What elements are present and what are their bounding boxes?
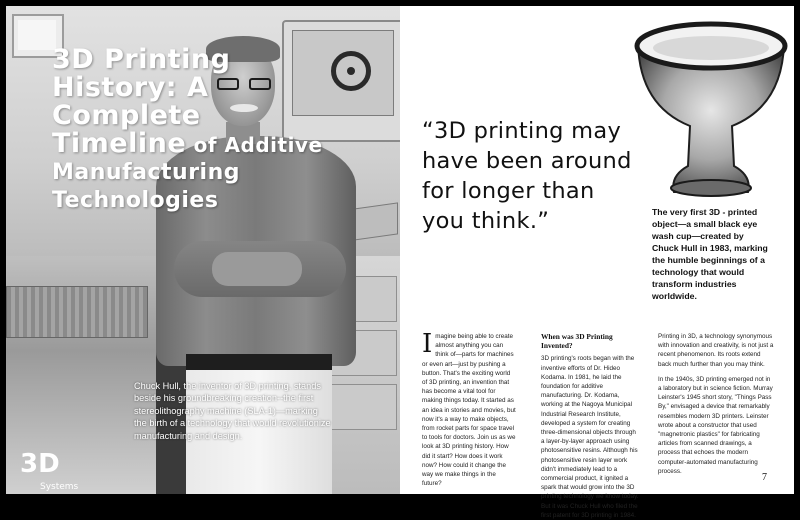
title-line-1: 3D Printing bbox=[52, 44, 231, 75]
right-page bbox=[400, 6, 794, 519]
magazine-spread bbox=[6, 6, 794, 519]
column-3-text-2: In the 1940s, 3D printing emerged not in a laboratory but in science fiction. Murray Leinster's 1945 short story, "Things Pass By," envisaged a device that remarkably resembles modern 3D printers. Leinster wrote about a constructor that used "magnetronic plastics" for fabricating articles from scanned drawings, a process that echoes the modern computer-automated manufacturing process. bbox=[658, 375, 773, 475]
title-line-5: Manufacturing bbox=[52, 160, 240, 185]
page-number: 7 bbox=[762, 472, 767, 483]
person-hands bbox=[212, 252, 302, 286]
logo-mark: 3D bbox=[20, 449, 60, 479]
pull-quote: “3D printing may have been around for longer than you think.” bbox=[422, 118, 632, 234]
body-column-3 bbox=[658, 332, 774, 476]
column-1-text: magine being able to create almost anything you can think of—parts for machines or even art—just by pushing a button. That's the exciting world of 3D printing, an invention that has become a vital tool for making things today. It started as an idea in stories and movies, but now it's a way to make objects, from rocket parts for space travel to tools for doctors. Join us as we look at 3D printing history. How did it start? How does it work now? How could it change the way we make things in the future? bbox=[422, 333, 516, 488]
title-line-3: Complete bbox=[52, 100, 201, 131]
body-column-1 bbox=[422, 329, 517, 488]
title-line-4-big: Timeline bbox=[52, 128, 187, 159]
body-column-2 bbox=[541, 332, 639, 520]
section-heading: When was 3D Printing Invented? bbox=[541, 332, 613, 351]
eye-wash-cup-image bbox=[630, 16, 790, 206]
artifact-caption: The very first 3D - printed object—a small black eye wash cup—created by Chuck Hull in 1983, marking the humble beginnings of a technology that would transform industries worldwide. bbox=[652, 207, 768, 301]
article-title bbox=[52, 46, 352, 215]
title-line-4 bbox=[52, 130, 352, 159]
title-line-4-small: of Additive bbox=[186, 133, 323, 157]
title-line-2: History: A bbox=[52, 72, 209, 103]
drop-cap: I bbox=[422, 329, 433, 359]
column-2-text: 3D printing's roots began with the inventive efforts of Dr. Hideo Kodama. In 1981, he laid the foundation for additive manufacturing. Dr. Kodama, working at the Nagoya Municipal Industrial Research Institute, developed a system for creating three-dimensional objects through a layer-by-layer approach using photosensitive resins. Although his photosensitive resin layer work didn't immediately lead to a commercial product, it ignited a spark that would grow into the 3D printing technology we know today. But it was Chuck Hull who filed the first patent for 3D printing in 1984. bbox=[541, 355, 639, 519]
column-3-text-1: Printing in 3D, a technology synonymous with innovation and creativity, is not just a recent phenomenon. Its roots extend back much further than you may think. bbox=[658, 333, 774, 368]
left-photo-caption: Chuck Hull, the inventor of 3D printing, stands beside his groundbreaking creation--the first stereolithography machine (SLA-1)—marking the birth of a technology that would revolutionize manufacturing and design. bbox=[134, 381, 331, 441]
title-line-6: Technologies bbox=[52, 188, 219, 213]
3d-systems-logo-icon bbox=[18, 444, 60, 484]
left-page bbox=[6, 6, 400, 494]
logo-word: Systems bbox=[40, 482, 79, 492]
